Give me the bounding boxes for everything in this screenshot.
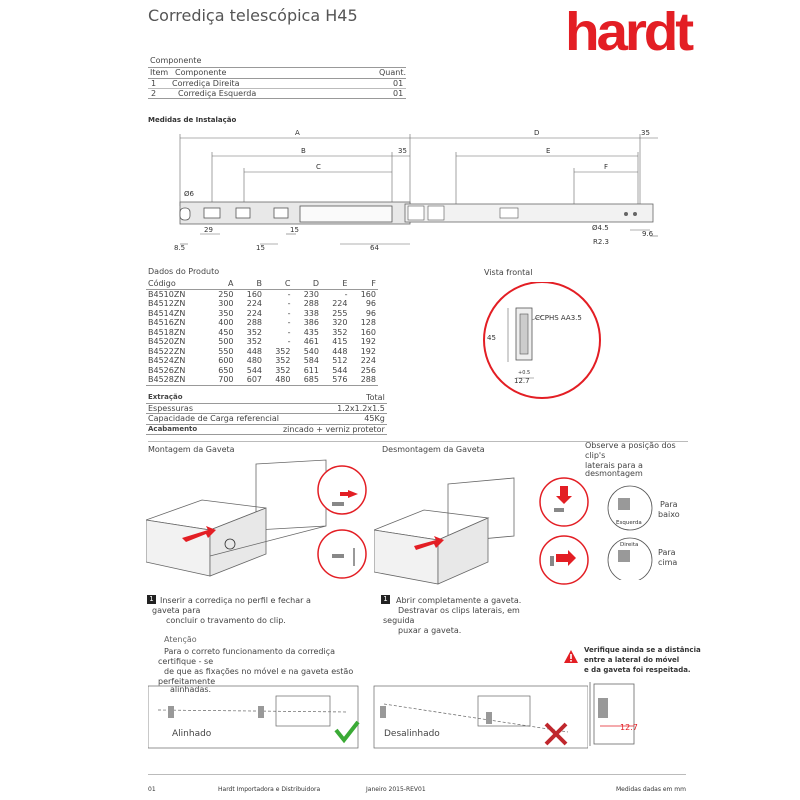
product-cell: 350: [218, 308, 234, 318]
product-cell: 584: [303, 356, 319, 365]
unmount-step-text: seguida: [383, 616, 415, 625]
product-col: Código: [148, 279, 176, 288]
clip-down-label: Para: [660, 500, 678, 509]
product-cell: 550: [218, 346, 234, 356]
product-cell: 352: [332, 327, 348, 337]
extras-label: Acabamento: [148, 424, 198, 433]
product-cell: 461: [303, 337, 319, 346]
product-cell: 224: [246, 299, 263, 308]
table-row: [146, 328, 378, 338]
product-cell: B4520ZN: [148, 337, 186, 346]
gap-drawing: [584, 680, 674, 750]
install-heading: Medidas de Instalação: [148, 116, 237, 124]
dim-f-label: F: [604, 163, 609, 171]
components-row-item: 1: [151, 79, 157, 88]
step-number-badge: 1: [147, 595, 156, 604]
product-col: F: [371, 279, 376, 288]
product-cell: 544: [332, 365, 348, 375]
front-view-drawing: [480, 282, 610, 406]
extras-label: Capacidade de Carga referencial: [148, 414, 279, 423]
product-cell: 540: [303, 346, 319, 356]
product-cell: 160: [246, 289, 263, 299]
dim-r23-label: R2.3: [593, 238, 609, 246]
product-cell: 544: [246, 365, 263, 375]
divider: [148, 98, 406, 99]
clip-up-label: cima: [658, 558, 678, 567]
product-cell: B4524ZN: [148, 356, 186, 365]
product-col: B: [256, 279, 263, 288]
dim-d6-label: Ø6: [184, 190, 194, 198]
product-cell: 255: [332, 308, 348, 318]
product-col: E: [342, 279, 348, 288]
extras-value: 45Kg: [364, 414, 385, 423]
product-cell: 685: [303, 375, 319, 384]
product-cell: 512: [332, 356, 348, 365]
dim-15a-label: 15: [256, 244, 265, 252]
product-extras-table: [146, 393, 387, 435]
attention-text: perfeitamente: [158, 677, 216, 686]
extras-value: zincado + verniz protetor: [282, 424, 385, 434]
product-cell: 500: [218, 337, 234, 346]
table-row: [146, 375, 378, 385]
table-row: [146, 337, 378, 347]
dim-64-label: 64: [370, 244, 379, 252]
table-row: [146, 424, 387, 435]
product-cell: 600: [218, 356, 234, 365]
product-col: D: [312, 279, 319, 288]
clip-down-label: baixo: [658, 510, 680, 519]
front-view-heading: Vista frontal: [484, 268, 533, 277]
product-cell: 160: [360, 289, 376, 299]
product-cell: 352: [275, 365, 291, 375]
product-cell: 288: [360, 375, 376, 384]
extras-value: 1.2x1.2x1.5: [337, 403, 385, 413]
product-cell: 288: [246, 318, 263, 327]
product-cell: 352: [246, 327, 263, 337]
unmount-heading: Desmontagem da Gaveta: [382, 445, 485, 454]
ccphs-label: CCPHS AA3.5: [535, 314, 582, 322]
page-title: Corrediça telescópica H45: [148, 6, 358, 25]
product-cell: 230: [303, 289, 319, 299]
aligned-label: Alinhado: [172, 729, 212, 739]
mount-step-text: concluir o travamento do clip.: [166, 616, 286, 625]
product-cell: 160: [360, 327, 376, 337]
dim-d-label: D: [534, 129, 540, 137]
product-cell: 300: [218, 299, 234, 308]
components-row-name: Corrediça Esquerda: [178, 89, 257, 98]
product-cell: 256: [360, 365, 376, 375]
gap-dim-label: 12.7: [620, 723, 638, 732]
product-cell: 611: [303, 365, 319, 375]
product-cell: 224: [360, 356, 376, 365]
dim-b-label: B: [301, 147, 306, 155]
product-cell: 288: [303, 299, 319, 308]
product-cell: 607: [246, 375, 263, 384]
components-row-item: 2: [151, 89, 157, 98]
table-row: [146, 347, 378, 357]
extras-label: Espessuras: [148, 403, 193, 413]
clip-right-label: Direita: [620, 542, 639, 548]
product-cell: 576: [332, 375, 348, 384]
product-col: A: [228, 279, 234, 288]
components-row-name: Corrediça Direita: [172, 79, 240, 88]
table-row: [146, 309, 378, 319]
warning-text: e da gaveta foi respeitada.: [584, 666, 691, 674]
dim-35b-label: 35: [398, 147, 407, 155]
dim-85-label: 8.5: [174, 244, 186, 252]
product-heading: Dados do Produto: [148, 267, 220, 276]
attention-heading: Atenção: [164, 635, 197, 644]
product-table-header: [146, 279, 378, 289]
observe-text: desmontagem: [585, 469, 643, 478]
table-row: [146, 289, 378, 299]
footer-page: 01: [148, 786, 156, 793]
dim-45-label: 45: [487, 334, 496, 342]
product-cell: 96: [365, 299, 376, 308]
unmount-step-text: Abrir completamente a gaveta.: [396, 596, 522, 605]
mount-step-text: Inserir a corrediça no perfil e fechar a: [160, 596, 311, 605]
misaligned-label: Desalinhado: [384, 729, 440, 739]
components-col-item: Item: [150, 68, 169, 77]
observe-text: laterais para a: [585, 461, 643, 470]
product-cell: 224: [246, 308, 263, 318]
product-cell: B4514ZN: [148, 308, 186, 318]
product-cell: -: [287, 308, 291, 318]
extras-label: Extração: [148, 393, 183, 401]
dim-35-label: 35: [641, 129, 650, 137]
product-cell: 192: [360, 337, 376, 346]
table-row: [146, 403, 387, 414]
dim-d45-label: Ø4.5: [592, 224, 609, 232]
product-cell: 320: [332, 318, 348, 327]
footer-units: Medidas dadas em mm: [616, 786, 686, 793]
product-cell: 480: [275, 375, 291, 384]
unmount-step-text: puxar a gaveta.: [398, 626, 462, 635]
attention-text: alinhadas.: [170, 685, 212, 694]
product-col: C: [284, 279, 291, 288]
brand-logo: hardt: [565, 2, 691, 62]
dim-29-label: 29: [204, 226, 213, 234]
components-row-qty: 01: [393, 79, 404, 88]
dim-96-label: 9.6: [642, 230, 654, 238]
product-cell: B4522ZN: [148, 346, 186, 356]
observe-text: clip's: [585, 451, 606, 460]
product-cell: 448: [246, 346, 263, 356]
unmount-step-text: Destravar os clips laterais, em: [398, 606, 520, 615]
table-row: [146, 299, 378, 309]
footer-date: Janeiro 2015-REV01: [366, 786, 426, 793]
dim-c-label: C: [316, 163, 321, 171]
product-cell: 386: [303, 318, 319, 327]
product-cell: B4512ZN: [148, 299, 186, 308]
attention-text: certifique - se: [158, 657, 214, 666]
extras-value: Total: [366, 393, 385, 402]
table-row: [146, 356, 378, 366]
product-cell: 338: [303, 308, 319, 318]
table-row: [146, 414, 387, 425]
dim-15b-label: 15: [290, 226, 299, 234]
product-cell: -: [287, 299, 291, 308]
components-heading: Componente: [150, 56, 202, 65]
product-cell: -: [287, 289, 291, 299]
footer-company: Hardt Importadora e Distribuidora: [218, 786, 321, 793]
observe-text: Observe a posição dos: [585, 441, 676, 450]
product-cell: 250: [218, 289, 234, 299]
product-cell: B4516ZN: [148, 318, 186, 327]
warning-text: entre a lateral do móvel: [584, 656, 680, 664]
mount-heading: Montagem da Gaveta: [148, 445, 235, 454]
product-cell: B4518ZN: [148, 327, 186, 337]
table-row: [146, 366, 378, 376]
product-cell: B4510ZN: [148, 289, 186, 299]
step-number-badge: 1: [381, 595, 390, 604]
product-cell: -: [287, 327, 291, 337]
table-row: [146, 318, 378, 328]
product-cell: 435: [303, 327, 319, 337]
warning-icon: [564, 650, 578, 663]
product-cell: 352: [275, 356, 291, 365]
warning-text: Verifique ainda se a distância: [584, 646, 701, 654]
product-cell: -: [287, 318, 291, 327]
alignment-drawing: [148, 682, 588, 752]
table-row: [146, 393, 387, 403]
divider: [148, 774, 686, 775]
mount-step-text: gaveta para: [152, 606, 201, 615]
product-cell: 400: [218, 318, 234, 327]
product-cell: 96: [365, 308, 376, 318]
clip-left-label: Esquerda: [616, 520, 642, 526]
product-cell: 352: [246, 337, 263, 346]
product-cell: 128: [360, 318, 376, 327]
product-cell: B4528ZN: [148, 375, 186, 384]
product-cell: -: [344, 289, 348, 299]
installation-drawing: [160, 126, 670, 256]
product-table: [146, 279, 378, 386]
clip-detail-drawing: [600, 484, 660, 580]
dim-tolerance-label: +0.5: [518, 370, 531, 376]
components-col-qty: Quant.: [379, 68, 407, 77]
dim-127-label: 12.7: [514, 377, 530, 385]
product-cell: 224: [332, 299, 348, 308]
components-row-qty: 01: [393, 89, 404, 98]
product-cell: 480: [246, 356, 263, 365]
unmount-drawing: [374, 456, 594, 586]
clip-up-label: Para: [658, 548, 676, 557]
product-cell: 700: [218, 375, 234, 384]
product-cell: -: [287, 337, 291, 346]
dim-e-label: E: [546, 147, 551, 155]
product-cell: 448: [332, 346, 348, 356]
product-cell: 415: [332, 337, 348, 346]
attention-text: Para o correto funcionamento da corrediça: [164, 647, 335, 656]
product-cell: B4526ZN: [148, 365, 186, 375]
dim-a-label: A: [295, 129, 300, 137]
components-col-name: Componente: [175, 68, 227, 77]
product-cell: 650: [218, 365, 234, 375]
product-cell: 450: [218, 327, 234, 337]
product-cell: 352: [275, 346, 291, 356]
attention-text: de que as fixações no móvel e na gaveta estão: [164, 667, 354, 676]
mount-drawing: [146, 456, 376, 586]
product-cell: 192: [360, 346, 376, 356]
